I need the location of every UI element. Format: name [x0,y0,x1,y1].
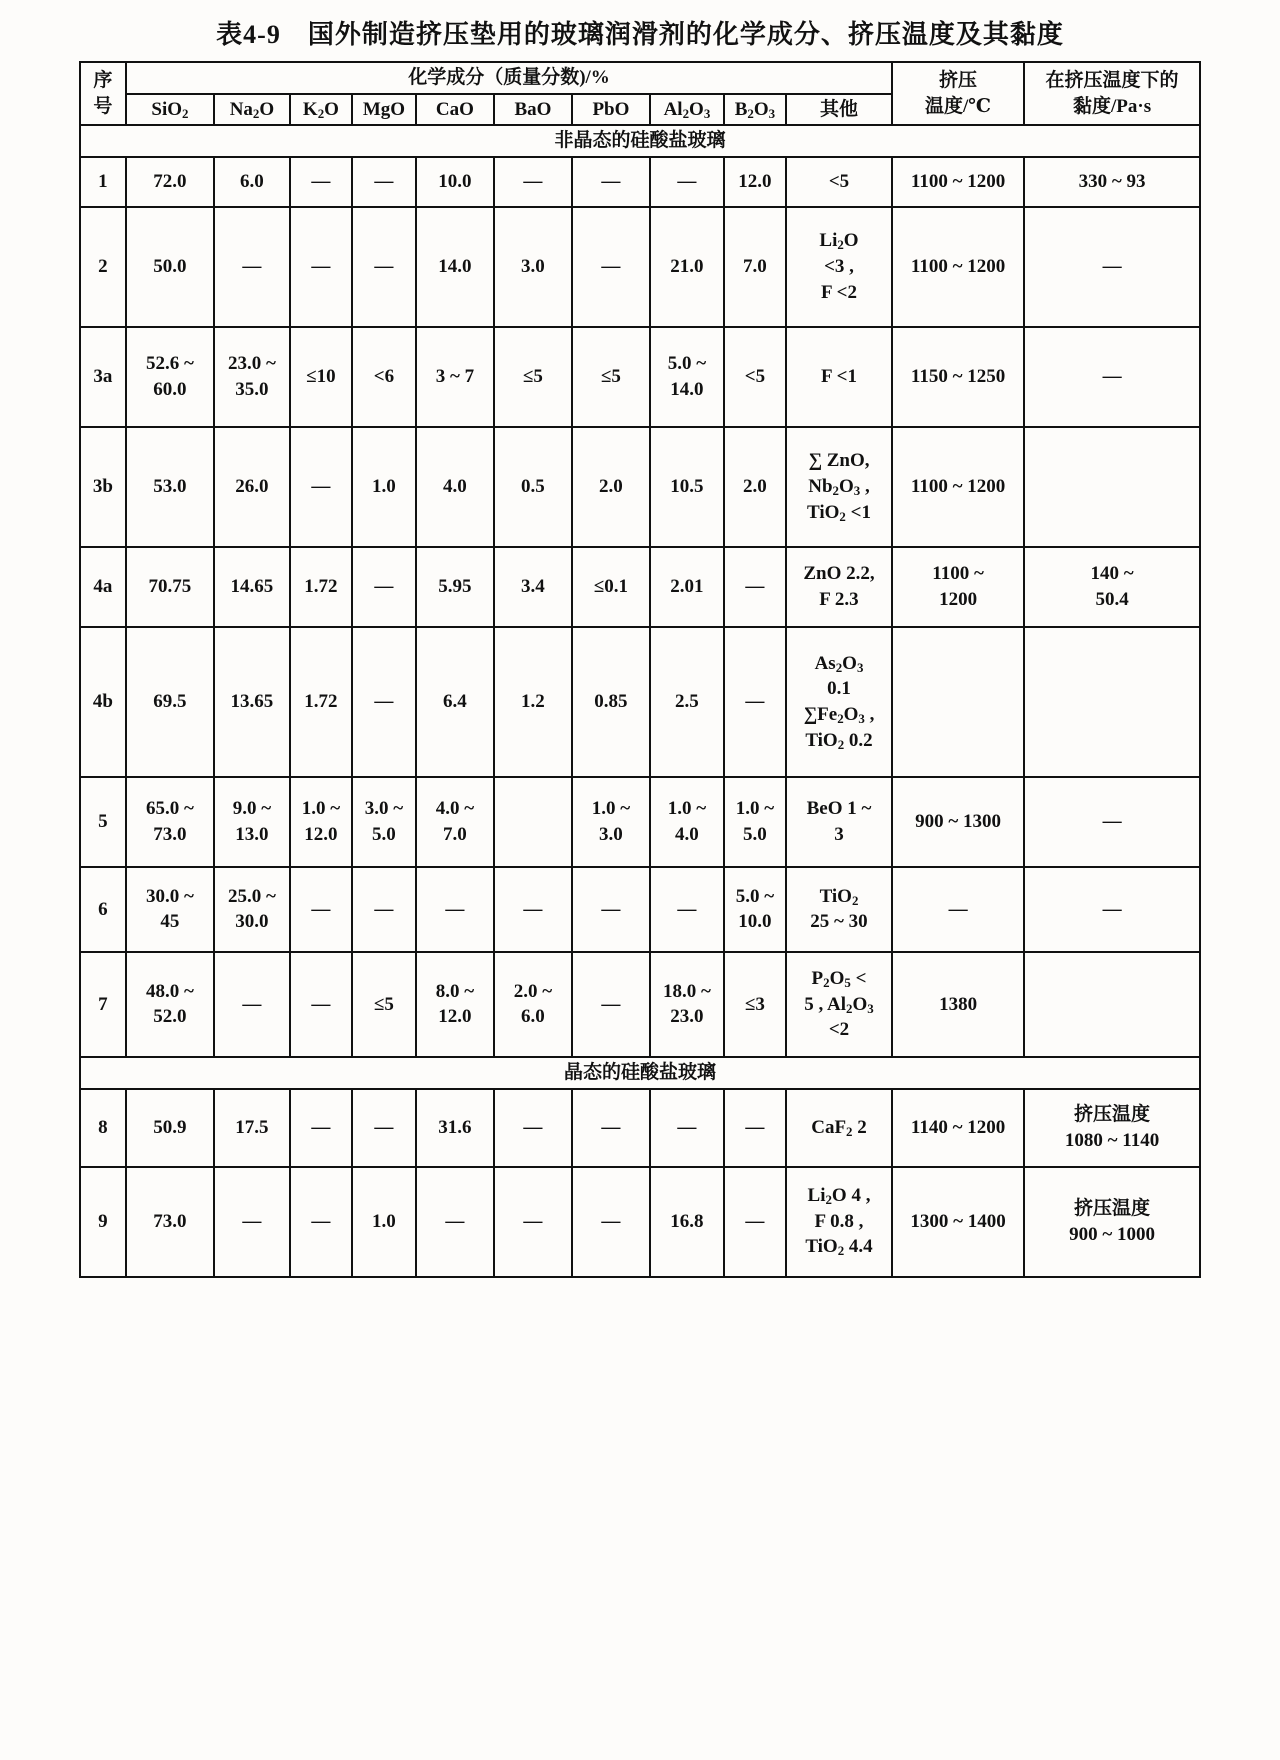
cell-bao: 3.0 [494,207,572,327]
cell-bao: — [494,867,572,952]
cell-pbo: ≤0.1 [572,547,650,627]
header-temperature: 挤压 温度/℃ [892,62,1024,125]
rows-crystalline [80,1089,1200,1277]
header-col-na2o: $Na_2O$ [214,94,290,126]
cell-seq: 2 [80,207,126,327]
cell-temp: — [892,867,1024,952]
cell-cao: 4.0 ~ 7.0 [416,777,494,867]
cell-temp: 1300 ~ 1400 [892,1167,1024,1277]
cell-visc: 140 ~ 50.4 [1024,547,1200,627]
cell-pbo: — [572,867,650,952]
cell-other: $As_2O_3$ 0.1 $\sum Fe_2O_3$ , TiO$_2$ 0.2 [786,627,892,777]
cell-na2o: — [214,1167,290,1277]
cell-al2o3: 10.5 [650,427,724,547]
cell-bao: ≤5 [494,327,572,427]
cell-k2o: 1.72 [290,547,352,627]
cell-na2o: 26.0 [214,427,290,547]
cell-k2o: ≤10 [290,327,352,427]
cell-b2o3: <5 [724,327,786,427]
cell-pbo: — [572,1167,650,1277]
header-seq: 序 号 [80,62,126,125]
cell-other: <5 [786,157,892,207]
cell-temp: 1380 [892,952,1024,1057]
cell-cao: 4.0 [416,427,494,547]
table-row [80,1167,1200,1277]
cell-k2o: — [290,207,352,327]
cell-b2o3: 12.0 [724,157,786,207]
cell-seq: 4a [80,547,126,627]
cell-temp: 1100 ~ 1200 [892,157,1024,207]
cell-al2o3: 18.0 ~ 23.0 [650,952,724,1057]
cell-visc [1024,952,1200,1057]
cell-cao: 5.95 [416,547,494,627]
cell-b2o3: 7.0 [724,207,786,327]
table-row [80,427,1200,547]
cell-cao: 6.4 [416,627,494,777]
cell-seq: 1 [80,157,126,207]
cell-temp: 1140 ~ 1200 [892,1089,1024,1167]
cell-cao: 8.0 ~ 12.0 [416,952,494,1057]
section-header-crystalline [80,1057,1200,1089]
cell-mgo: — [352,547,416,627]
table-row [80,327,1200,427]
cell-pbo: 1.0 ~ 3.0 [572,777,650,867]
cell-bao: — [494,157,572,207]
cell-mgo: — [352,867,416,952]
header-col-other: 其他 [786,94,892,126]
header-col-mgo: MgO [352,94,416,126]
table-row [80,777,1200,867]
cell-other: ZnO 2.2, F 2.3 [786,547,892,627]
cell-temp [892,627,1024,777]
cell-sio2: 52.6 ~ 60.0 [126,327,214,427]
cell-al2o3: — [650,867,724,952]
cell-na2o: 23.0 ~ 35.0 [214,327,290,427]
cell-other: BeO 1 ~ 3 [786,777,892,867]
cell-other: F <1 [786,327,892,427]
cell-sio2: 73.0 [126,1167,214,1277]
cell-pbo: 0.85 [572,627,650,777]
cell-other: $P_2O_5$ < 5 , $Al_2O_3$ <2 [786,952,892,1057]
cell-al2o3: 16.8 [650,1167,724,1277]
cell-cao: 14.0 [416,207,494,327]
rows-amorphous [80,157,1200,1057]
cell-b2o3: 2.0 [724,427,786,547]
cell-other: TiO$_2$ 25 ~ 30 [786,867,892,952]
cell-k2o: — [290,1089,352,1167]
section-label: 晶态的硅酸盐玻璃 [80,1057,1200,1089]
cell-temp: 1100 ~ 1200 [892,207,1024,327]
cell-al2o3: 2.5 [650,627,724,777]
cell-na2o: 25.0 ~ 30.0 [214,867,290,952]
cell-pbo: ≤5 [572,327,650,427]
cell-visc: 330 ~ 93 [1024,157,1200,207]
cell-seq: 3a [80,327,126,427]
cell-sio2: 30.0 ~ 45 [126,867,214,952]
data-table [79,61,1201,1278]
cell-mgo: — [352,157,416,207]
cell-visc [1024,427,1200,547]
cell-mgo: 1.0 [352,1167,416,1277]
cell-na2o: — [214,952,290,1057]
cell-bao: — [494,1089,572,1167]
cell-sio2: 70.75 [126,547,214,627]
cell-pbo: — [572,1089,650,1167]
cell-na2o: 6.0 [214,157,290,207]
cell-mgo: — [352,1089,416,1167]
table-row [80,867,1200,952]
cell-other: $Li_2O$ 4 , F 0.8 , TiO$_2$ 4.4 [786,1167,892,1277]
cell-pbo: 2.0 [572,427,650,547]
cell-b2o3: — [724,547,786,627]
table-header [80,62,1200,125]
cell-k2o: — [290,157,352,207]
cell-seq: 7 [80,952,126,1057]
cell-seq: 9 [80,1167,126,1277]
cell-temp: 1100 ~ 1200 [892,427,1024,547]
cell-cao: 10.0 [416,157,494,207]
header-col-sio2: SiO$_2$ [126,94,214,126]
cell-mgo: 3.0 ~ 5.0 [352,777,416,867]
cell-sio2: 72.0 [126,157,214,207]
cell-mgo: ≤5 [352,952,416,1057]
cell-al2o3: — [650,1089,724,1167]
cell-visc: — [1024,327,1200,427]
cell-cao: — [416,1167,494,1277]
cell-al2o3: 2.01 [650,547,724,627]
cell-sio2: 65.0 ~ 73.0 [126,777,214,867]
cell-visc: — [1024,867,1200,952]
cell-visc: — [1024,777,1200,867]
cell-b2o3: — [724,627,786,777]
cell-b2o3: 1.0 ~ 5.0 [724,777,786,867]
cell-bao: 3.4 [494,547,572,627]
cell-seq: 5 [80,777,126,867]
cell-bao: 0.5 [494,427,572,547]
cell-na2o: — [214,207,290,327]
cell-visc: 挤压温度 1080 ~ 1140 [1024,1089,1200,1167]
header-col-al2o3: $Al_2O_3$ [650,94,724,126]
header-col-cao: CaO [416,94,494,126]
cell-pbo: — [572,207,650,327]
cell-k2o: — [290,427,352,547]
cell-bao: 2.0 ~ 6.0 [494,952,572,1057]
cell-visc [1024,627,1200,777]
table-body [80,125,1200,157]
cell-pbo: — [572,157,650,207]
cell-na2o: 17.5 [214,1089,290,1167]
cell-cao: 3 ~ 7 [416,327,494,427]
cell-other: $Li_2O$ <3 , F <2 [786,207,892,327]
cell-k2o: — [290,952,352,1057]
cell-mgo: — [352,207,416,327]
cell-seq: 6 [80,867,126,952]
header-viscosity: 在挤压温度下的 黏度/Pa·s [1024,62,1200,125]
cell-al2o3: — [650,157,724,207]
cell-mgo: 1.0 [352,427,416,547]
cell-na2o: 14.65 [214,547,290,627]
table-body-2 [80,1057,1200,1089]
cell-mgo: <6 [352,327,416,427]
cell-b2o3: — [724,1089,786,1167]
cell-al2o3: 5.0 ~ 14.0 [650,327,724,427]
cell-bao: — [494,1167,572,1277]
cell-temp: 1150 ~ 1250 [892,327,1024,427]
table-row [80,627,1200,777]
table-row [80,207,1200,327]
cell-cao: 31.6 [416,1089,494,1167]
header-composition-group: 化学成分（质量分数)/% [126,62,892,94]
cell-cao: — [416,867,494,952]
cell-b2o3: ≤3 [724,952,786,1057]
table-row [80,157,1200,207]
cell-visc: — [1024,207,1200,327]
table-row [80,547,1200,627]
cell-b2o3: — [724,1167,786,1277]
cell-sio2: 50.0 [126,207,214,327]
header-col-pbo: PbO [572,94,650,126]
cell-bao: 1.2 [494,627,572,777]
table-row [80,952,1200,1057]
cell-k2o: — [290,1167,352,1277]
cell-other: ∑ ZnO, $Nb_2O_3$ , TiO$_2$ <1 [786,427,892,547]
table-row [80,1089,1200,1167]
cell-na2o: 9.0 ~ 13.0 [214,777,290,867]
section-label: 非晶态的硅酸盐玻璃 [80,125,1200,157]
cell-mgo: — [352,627,416,777]
cell-k2o: — [290,867,352,952]
cell-sio2: 50.9 [126,1089,214,1167]
cell-na2o: 13.65 [214,627,290,777]
cell-seq: 4b [80,627,126,777]
cell-other: CaF$_2$ 2 [786,1089,892,1167]
header-col-k2o: $K_2O$ [290,94,352,126]
cell-temp: 900 ~ 1300 [892,777,1024,867]
cell-k2o: 1.72 [290,627,352,777]
cell-sio2: 69.5 [126,627,214,777]
cell-k2o: 1.0 ~ 12.0 [290,777,352,867]
cell-seq: 3b [80,427,126,547]
section-header-amorphous [80,125,1200,157]
cell-b2o3: 5.0 ~ 10.0 [724,867,786,952]
header-col-bao: BaO [494,94,572,126]
cell-visc: 挤压温度 900 ~ 1000 [1024,1167,1200,1277]
cell-al2o3: 21.0 [650,207,724,327]
cell-seq: 8 [80,1089,126,1167]
page-title: 表4-9 国外制造挤压垫用的玻璃润滑剂的化学成分、挤压温度及其黏度 [216,20,1064,49]
header-row-1 [80,62,1200,94]
cell-pbo: — [572,952,650,1057]
cell-sio2: 53.0 [126,427,214,547]
header-col-b2o3: $B_2O_3$ [724,94,786,126]
cell-temp: 1100 ~ 1200 [892,547,1024,627]
cell-sio2: 48.0 ~ 52.0 [126,952,214,1057]
cell-al2o3: 1.0 ~ 4.0 [650,777,724,867]
cell-bao [494,777,572,867]
